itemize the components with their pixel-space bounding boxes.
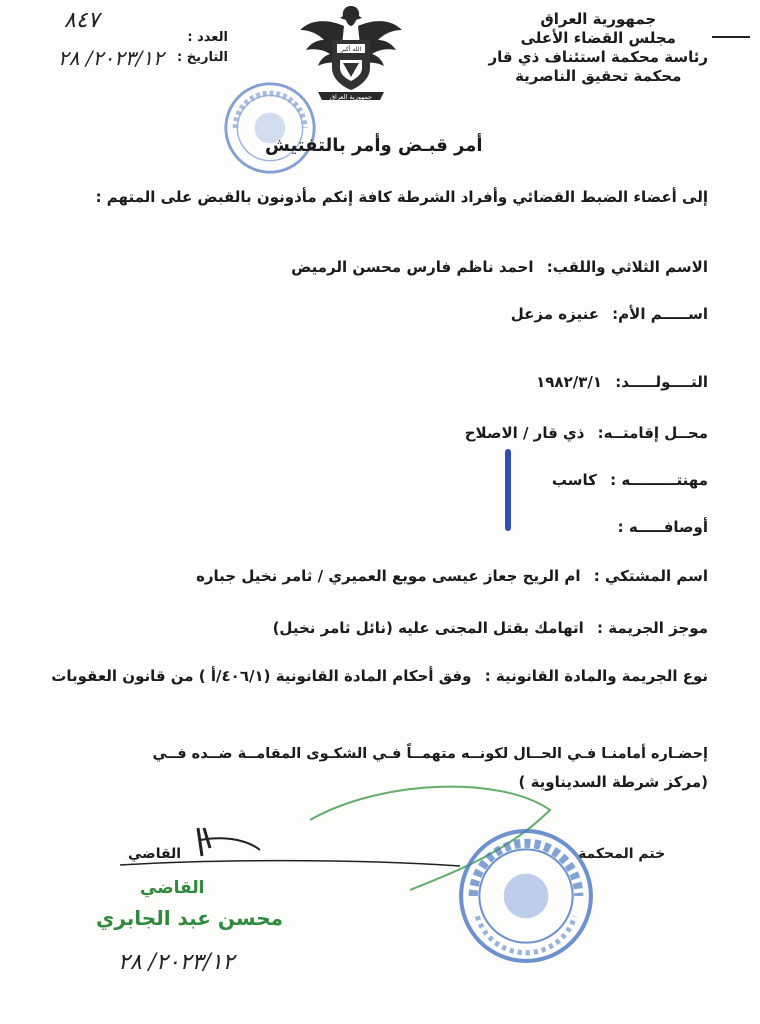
field-profession	[552, 471, 708, 489]
judge-stamp-name: محسن عبد الجابري	[96, 906, 284, 930]
birth-value: ١٩٨٢/٣/١	[536, 373, 603, 391]
residence-value: ذي قار / الاصلاح	[464, 424, 585, 442]
mother-label: اســـــم الأم:	[612, 305, 708, 323]
judge-stamp-title: القاضي	[140, 878, 205, 898]
order-text: إحضـاره أمامنـا فـي الحــال لكونــه متهمــاً فـي الشكـوى المقامــة ضــده فــي	[152, 746, 708, 762]
judge-label: القاضي	[128, 846, 182, 862]
field-description	[618, 518, 708, 536]
field-residence	[465, 424, 708, 442]
court-header	[489, 10, 708, 86]
field-mother	[511, 305, 708, 323]
number-label: العدد :	[187, 30, 228, 45]
document-title: أمر قبـض وأمر بالتفتيش	[265, 135, 483, 156]
crime-type-label: نوع الجريمة والمادة القانونية :	[484, 667, 708, 685]
mother-value: عنيزه مزعل	[510, 305, 599, 323]
description-label: أوصافـــــه :	[617, 518, 708, 536]
sign-date-handwritten: ٢٠٢٣/١٢/ ٢٨	[118, 950, 235, 975]
presidency-name: رئاسة محكمة استئناف ذي قار	[488, 48, 708, 66]
crime-summary-label: موجز الجريمة :	[597, 619, 708, 637]
blue-marker-stroke	[505, 449, 511, 531]
field-crime-summary	[273, 619, 708, 637]
complainant-value: ام الريح جعاز عيسى مويع العميري / ثامر نخيل جباره	[196, 567, 581, 585]
crime-type-value: وفق أحكام المادة القانونية (٤٠٦/١/أ ) من قانون العقوبات	[51, 667, 472, 685]
name-label: الاسم الثلاثي واللقب:	[546, 258, 708, 276]
field-birth	[536, 373, 708, 391]
field-crime-type	[51, 667, 708, 685]
emblem-banner-text: جمهورية العراق	[330, 93, 372, 101]
court-round-stamp-icon	[222, 80, 318, 176]
residence-label: محــل إقامتــه:	[597, 424, 708, 442]
date-label: التاريخ :	[177, 50, 228, 65]
profession-label: مهنتـــــــــه :	[610, 471, 708, 489]
profession-value: كاسب	[551, 471, 597, 489]
birth-label: التــــولـــــد:	[615, 373, 708, 391]
council-name: مجلس القضاء الأعلى	[520, 29, 676, 47]
field-complainant	[196, 567, 708, 585]
field-name	[291, 258, 708, 276]
order-location: (مركز شرطة السديناوية )	[518, 773, 708, 791]
name-value: احمد ناظم فارس محسن الرميض	[291, 258, 534, 276]
emblem-shield-text: الله أكبر	[340, 46, 362, 53]
court-seal-stamp-icon	[455, 825, 597, 967]
intro-text: إلى أعضاء الضبط القضائي وأفراد الشرطة كافة إنكم مأذونون بالقبض على المتهم :	[95, 188, 708, 206]
date-value-handwritten: ٢٠٢٣/١٢/ ٢٨	[58, 46, 164, 70]
header-dash	[712, 36, 750, 38]
country-name: جمهورية العراق	[540, 10, 657, 28]
court-name: محكمة تحقيق الناصرية	[515, 67, 682, 85]
court-seal-label: ختم المحكمة	[578, 846, 666, 862]
number-value-handwritten: ٨٤٧	[64, 8, 100, 33]
crime-summary-value: اتهامك بقتل المجنى عليه (نائل ثامر نخيل)	[272, 619, 584, 637]
complainant-label: اسم المشتكي :	[593, 567, 708, 585]
